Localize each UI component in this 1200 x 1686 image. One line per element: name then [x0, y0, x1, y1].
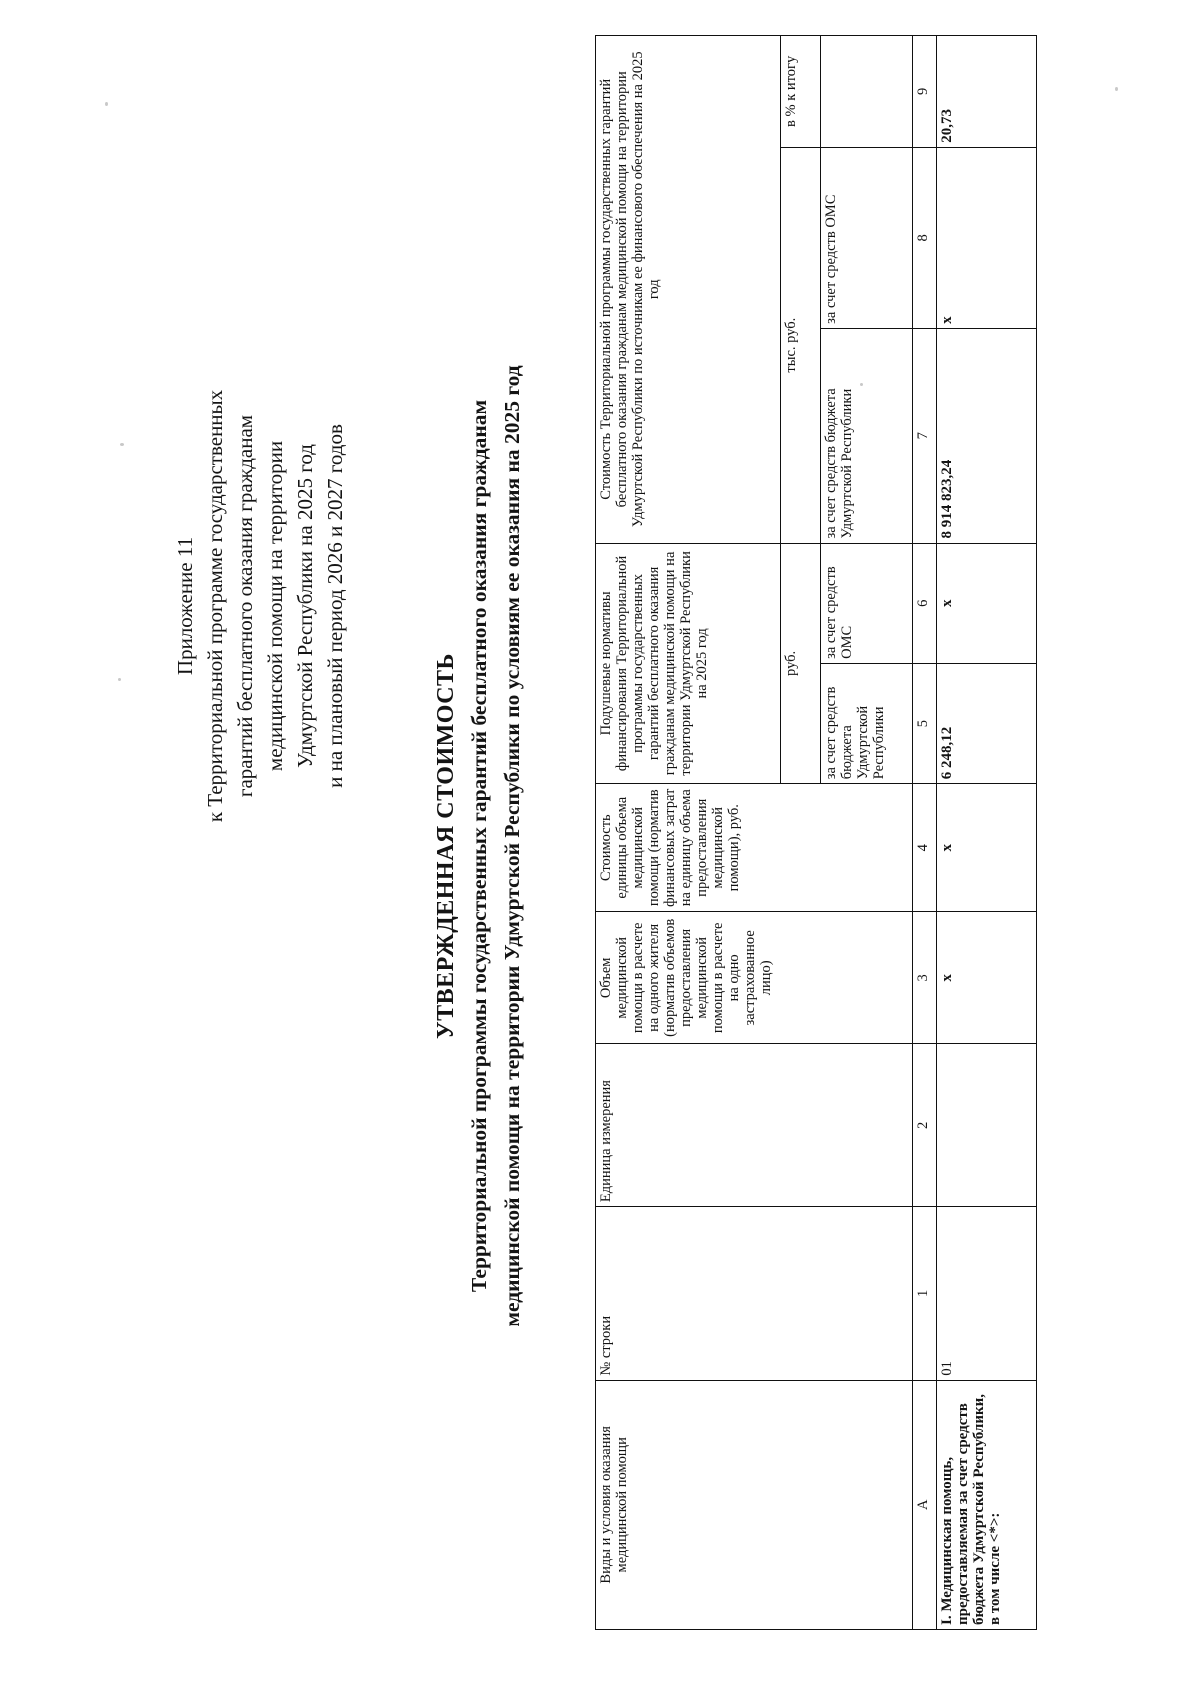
col-number: 3 [913, 912, 937, 1044]
document-subtitle-line-2: медицинской помощи на территории Удмуртской Республики по условиям ее оказания на 2025 год [500, 365, 524, 1327]
table-row [937, 36, 1037, 1630]
col-number: 4 [913, 784, 937, 912]
row-percent: 20,73 [937, 36, 1037, 148]
document-subtitle-line-1: Территориальной программы государственных гарантий бесплатного оказания гражданам [467, 399, 491, 1293]
appendix-note [170, 226, 350, 986]
row-no: 01 [937, 1207, 1037, 1380]
header-per-capita: Подушевые нормативы финансирования Территориальной программы государственных гарантий бесплатного оказания гражданам медицинской помощи на территории Удмуртской Республики на 2025 год [596, 543, 781, 784]
scan-speck [860, 383, 863, 386]
header-unit: Единица измерения [596, 1044, 913, 1207]
col-number: 1 [913, 1207, 937, 1380]
scan-speck [1115, 87, 1118, 91]
col-number: 6 [913, 543, 937, 663]
sub-budget-5: за счет средств бюджета Удмуртской Республики [821, 663, 913, 783]
header-total-cost: Стоимость Территориальной программы государственных гарантий бесплатного оказания гражданам медицинской помощи на территории Удмуртской Республики по источникам ее финансового обеспечения на 2025 год [596, 36, 781, 544]
scan-speck [120, 443, 124, 446]
appendix-line: гарантий бесплатного оказания гражданам [233, 414, 257, 798]
appendix-line: и на плановый период 2026 и 2027 годов [323, 424, 347, 788]
sub-oms-8: за счет средств ОМС [821, 147, 913, 328]
header-row-no: № строки [596, 1207, 913, 1380]
col-number: 5 [913, 663, 937, 783]
sub-percent: в % к итогу [781, 36, 821, 148]
col-number: 2 [913, 1044, 937, 1207]
cost-table [595, 35, 1037, 1630]
appendix-line: медицинской помощи на территории [263, 440, 287, 772]
header-volume: Объем медицинской помощи в расчете на одного жителя (норматив объемов предоставления медицинской помощи в расчете на одно застрахованное лицо) [596, 912, 913, 1044]
col-number: 8 [913, 147, 937, 328]
row-per-capita-oms: х [937, 543, 1037, 663]
row-name: I. Медицинская помощь, предоставляемая за счет средств бюджета Удмуртской Республики, в том числе <*>: [937, 1380, 1037, 1629]
sub-empty-9 [821, 36, 913, 148]
header-cost-unit: Стоимость единицы объема медицинской помощи (норматив финансовых затрат на единицу объема предоставления медицинской помощи), руб. [596, 784, 913, 912]
document-title: УТВЕРЖДЕННАЯ СТОИМОСТЬ [433, 653, 459, 1039]
col-number: А [913, 1380, 937, 1629]
row-volume: х [937, 912, 1037, 1044]
sub-budget-7: за счет средств бюджета Удмуртской Республики [821, 328, 913, 543]
header-types: Виды и условия оказания медицинской помощи [596, 1380, 913, 1629]
document-heading [430, 146, 529, 1546]
row-unit [937, 1044, 1037, 1207]
scan-speck [105, 102, 108, 106]
row-total-budget: 8 914 823,24 [937, 328, 1037, 543]
scan-speck [118, 678, 121, 681]
col-number: 7 [913, 328, 937, 543]
appendix-line: Приложение 11 [173, 536, 197, 676]
appendix-line: Удмуртской Республики на 2025 год [293, 444, 317, 768]
row-per-capita-budget: 6 248,12 [937, 663, 1037, 783]
appendix-line: к Территориальной программе государственных [203, 389, 227, 823]
header-row [596, 36, 781, 1630]
row-total-oms: х [937, 147, 1037, 328]
unit-thousand-rub: тыс. руб. [781, 147, 821, 543]
col-number: 9 [913, 36, 937, 148]
unit-rub: руб. [781, 543, 821, 784]
sub-oms-6: за счет средств ОМС [821, 543, 913, 663]
row-cost-unit: х [937, 784, 1037, 912]
column-numbers-row [913, 36, 937, 1630]
